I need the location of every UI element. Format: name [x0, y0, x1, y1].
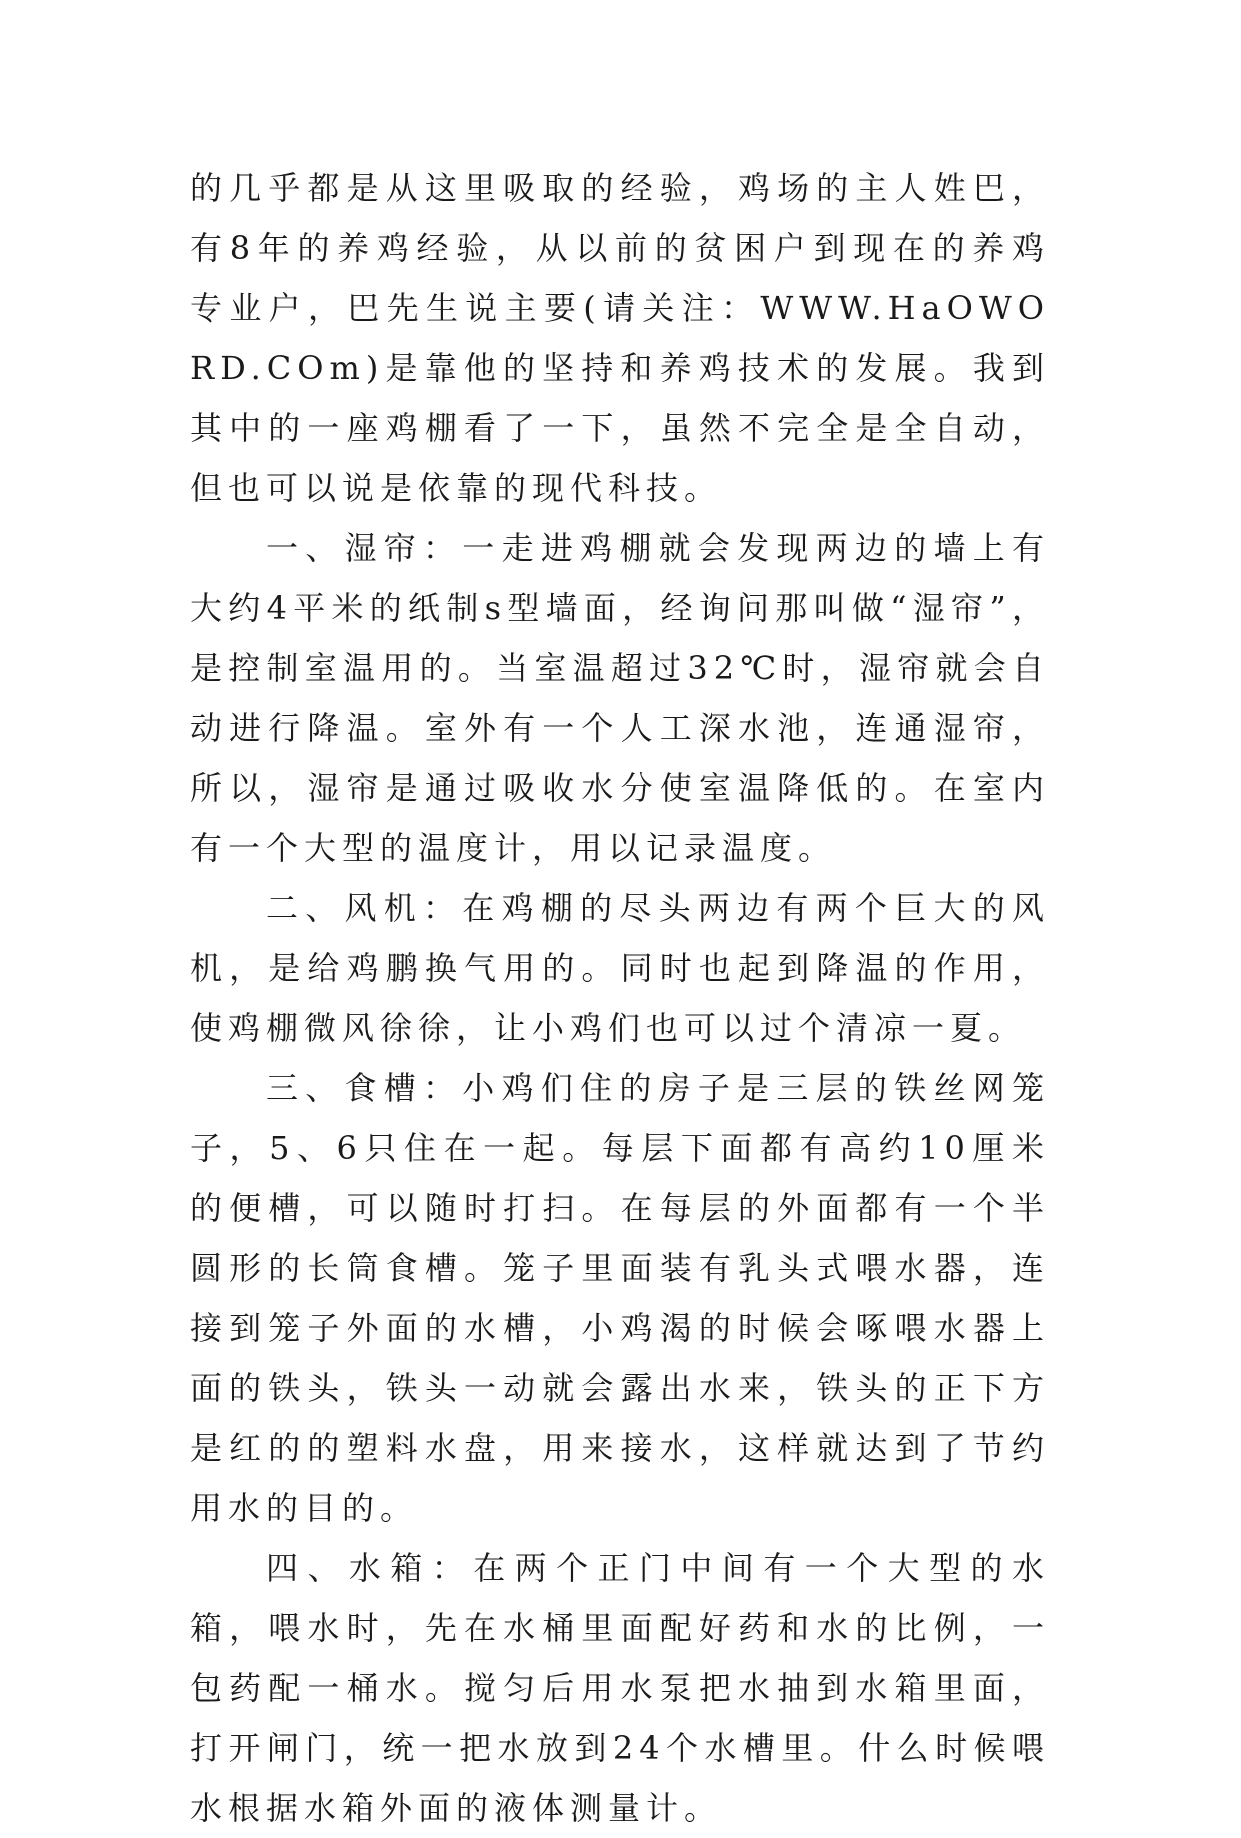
paragraph-intro: 的几乎都是从这里吸取的经验，鸡场的主人姓巴，有8年的养鸡经验，从以前的贫困户到现在的养鸡专业户，巴先生说主要(请关注：WWW.HaOWORD.COm)是靠他的坚持和养鸡技术的发展。我到其中的一座鸡棚看了一下，虽然不完全是全自动，但也可以说是依靠的现代科技。: [190, 169, 1050, 507]
paragraph-feed-trough: 三、食槽：小鸡们住的房子是三层的铁丝网笼子，5、6只住在一起。每层下面都有高约10厘米的便槽，可以随时打扫。在每层的外面都有一个半圆形的长筒食槽。笼子里面装有乳头式喂水器，连接到笼子外面的水槽，小鸡渴的时候会啄喂水器上面的铁头，铁头一动就会露出水来，铁头的正下方是红的的塑料水盘，用来接水，这样就达到了节约用水的目的。: [190, 1069, 1050, 1527]
paragraph-wet-curtain: 一、湿帘：一走进鸡棚就会发现两边的墙上有大约4平米的纸制s型墙面，经询问那叫做“湿帘”，是控制室温用的。当室温超过32℃时，湿帘就会自动进行降温。室外有一个人工深水池，连通湿帘，所以，湿帘是通过吸收水分使室温降低的。在室内有一个大型的温度计，用以记录温度。: [190, 529, 1050, 867]
document-body: [190, 158, 1050, 1838]
paragraph-water-tank: 四、水箱：在两个正门中间有一个大型的水箱，喂水时，先在水桶里面配好药和水的比例，一包药配一桶水。搅匀后用水泵把水抽到水箱里面，打开闸门，统一把水放到24个水槽里。什么时候喂水根据水箱外面的液体测量计。: [190, 1549, 1050, 1827]
paragraph-fan: 二、风机：在鸡棚的尽头两边有两个巨大的风机，是给鸡鹏换气用的。同时也起到降温的作用，使鸡棚微风徐徐，让小鸡们也可以过个清凉一夏。: [190, 889, 1050, 1047]
